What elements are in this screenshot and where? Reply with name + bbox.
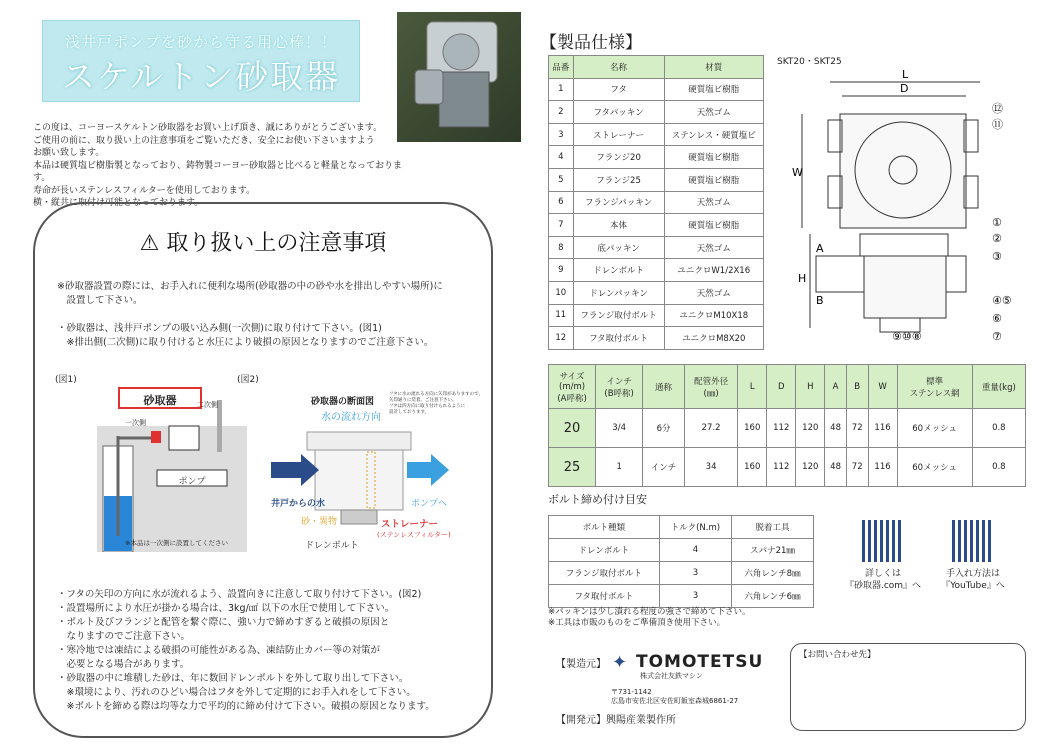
table-cell: 6分	[643, 409, 685, 448]
table-cell: 72	[846, 448, 868, 487]
table-cell: 27.2	[684, 409, 737, 448]
table-header: L	[738, 365, 767, 409]
fig1-pump-label: ポンプ	[178, 477, 206, 487]
table-cell: 1	[596, 448, 643, 487]
table-cell: 12	[549, 327, 574, 350]
table-cell: 5	[549, 168, 574, 191]
table-cell: 3/4	[596, 409, 643, 448]
table-cell: 10	[549, 281, 574, 304]
table-cell: フランジ25	[573, 168, 664, 191]
maker-logo: TOMOTETSU	[636, 652, 764, 672]
dim-D: D	[900, 82, 909, 95]
table-cell: スパナ21㎜	[731, 539, 813, 562]
fig2-title: 砂取器の断面図	[311, 397, 375, 407]
table-cell: フタ取付ボルト	[573, 327, 664, 350]
maker-label: 【製造元】	[556, 659, 606, 670]
table-cell: 1	[549, 78, 574, 101]
qr-youtube[interactable]	[926, 520, 1020, 592]
table-cell: 底パッキン	[573, 236, 664, 259]
fig2-drain-label: ドレンボルト	[305, 541, 359, 551]
table-cell: 2	[549, 101, 574, 124]
maker-address: 〒731-1142 広島市安佐北区安佐町飯室森城6861-27	[611, 688, 739, 705]
model-label: SKT20・SKT25	[777, 57, 842, 67]
table-row	[549, 168, 764, 191]
table-cell: 116	[868, 409, 897, 448]
bolt-title: ボルト締め付け目安	[548, 493, 647, 506]
fig1-diagram	[97, 386, 247, 552]
table-cell: ドレンボルト	[549, 539, 660, 562]
table-header: 名称	[573, 56, 664, 79]
table-row	[549, 327, 764, 350]
fig2-pump-label: ポンプへ	[411, 499, 447, 509]
table-header: H	[796, 365, 825, 409]
table-cell: 60メッシュ	[897, 448, 972, 487]
table-cell: インチ	[643, 448, 685, 487]
table-cell: 0.8	[972, 409, 1025, 448]
fig1-label: (図1)	[55, 375, 77, 385]
table-cell: 25	[549, 448, 596, 487]
table-cell: 0.8	[972, 448, 1025, 487]
fig2-label: (図2)	[237, 375, 259, 385]
table-header: トルク(N.m)	[659, 516, 731, 539]
table-row	[549, 281, 764, 304]
table-header: W	[868, 365, 897, 409]
table-cell: ストレーナー	[573, 123, 664, 146]
table-row	[549, 101, 764, 124]
table-row	[549, 191, 764, 214]
caution-top-text: ※砂取器設置の際には、お手入れに便利な場所(砂取器の中の砂や水を排出しやすい場所)に 設置して下さい。 ・砂取器は、浅井戸ポンプの吸い込み側(一次側)に取り付けて下さい。(図1) ※排出側(二次側)に取り付けると水圧により破損の原因となりますのでご注意下さい。	[57, 281, 443, 348]
table-cell: フタ取付ボルト	[549, 585, 660, 608]
dim-W: W	[792, 166, 803, 179]
spec-title: 【製品仕様】	[540, 33, 642, 53]
contact-label: 【お問い合わせ先】	[799, 650, 876, 660]
table-cell: 48	[825, 448, 847, 487]
table-cell: 72	[846, 409, 868, 448]
warning-icon: ⚠	[139, 231, 160, 256]
intro-line: 本品は硬質塩ビ樹脂製となっており、鋳物製コーヨー砂取器と比べると軽量となっております。	[33, 160, 403, 183]
table-cell: 116	[868, 448, 897, 487]
callout-6: ⑥	[992, 312, 1002, 325]
table-cell: 60メッシュ	[897, 409, 972, 448]
dimension-drawing	[780, 66, 1030, 346]
table-cell: 112	[767, 448, 796, 487]
table-cell: 硬質塩ビ樹脂	[664, 78, 763, 101]
table-cell: 天然ゴム	[664, 101, 763, 124]
table-row	[549, 585, 814, 608]
table-cell: 硬質塩ビ樹脂	[664, 168, 763, 191]
table-cell: ステンレス・硬質塩ビ	[664, 123, 763, 146]
bolt-table	[548, 515, 814, 608]
dim-B: B	[816, 294, 824, 307]
table-cell: ドレンパッキン	[573, 281, 664, 304]
product-photo	[397, 12, 521, 142]
table-cell: 本体	[573, 214, 664, 237]
qr-code-icon[interactable]	[862, 520, 904, 562]
qr-label: 『YouTube』へ	[941, 581, 1005, 591]
callout-2: ②	[992, 232, 1002, 245]
intro-line: ご使用の前に、取り扱い上の注意事項をご覧いただき、安全にお使い下さいますよう	[33, 135, 375, 146]
fig1-primary: 一次側	[125, 419, 146, 427]
table-cell: 160	[738, 448, 767, 487]
intro-line: 横・縦共に取付け可能となっております。	[33, 198, 204, 208]
table-header: A	[825, 365, 847, 409]
table-row	[549, 214, 764, 237]
table-cell: 硬質塩ビ樹脂	[664, 146, 763, 169]
table-cell: 天然ゴム	[664, 191, 763, 214]
table-cell: ドレンボルト	[573, 259, 664, 282]
fig2-note: フタに水の流れる方向に矢印がありますので、 矢印通りに装着、ご注意下さい。 フタは四方向に取り付けられるように 設計しております。	[389, 392, 484, 415]
table-row	[549, 146, 764, 169]
table-header: ボルト種類	[549, 516, 660, 539]
table-cell: フランジ取付ボルト	[573, 304, 664, 327]
table-cell: 160	[738, 409, 767, 448]
qr-label: 詳しくは	[864, 569, 901, 579]
fig2-diagram	[271, 390, 491, 554]
table-row	[549, 259, 764, 282]
table-cell: 6	[549, 191, 574, 214]
table-cell: 六角レンチ8㎜	[731, 562, 813, 585]
fig1-secondary: 二次側	[197, 401, 218, 409]
banner-subtitle: 浅井戸ポンプを砂から守る用心棒！！	[64, 33, 337, 51]
fig1-box-label: 砂取器	[143, 394, 177, 407]
table-cell: 20	[549, 409, 596, 448]
dim-L: L	[902, 68, 909, 81]
table-cell: 4	[549, 146, 574, 169]
table-cell: 8	[549, 236, 574, 259]
table-row	[549, 304, 764, 327]
table-header: 通称	[643, 365, 685, 409]
table-cell: 天然ゴム	[664, 236, 763, 259]
title-banner	[42, 20, 360, 102]
notes: ※パッキンは少し潰れる程度の強さで締めて下さい。 ※工具は市販のものをご準備頂き使用下さい。	[548, 607, 751, 628]
qr-label: 『砂取器.com』へ	[844, 581, 922, 591]
table-cell: 3	[659, 562, 731, 585]
fig2-sand-label: 砂・異物	[301, 517, 338, 527]
dim-A: A	[816, 242, 824, 255]
callout-3: ③	[992, 250, 1002, 263]
table-cell: 120	[796, 448, 825, 487]
table-cell: 11	[549, 304, 574, 327]
caution-title: ⚠ 取り扱い上の注意事項	[139, 231, 387, 256]
intro-line: この度は、コーヨースケルトン砂取器をお買い上げ頂き、誠にありがとうございます。	[33, 123, 383, 133]
table-row	[549, 562, 814, 585]
developer: 【開発元】興陽産業製作所	[556, 715, 676, 726]
intro-line: お願い致します。	[33, 148, 105, 158]
table-cell: 3	[659, 585, 731, 608]
table-header: 品番	[549, 56, 574, 79]
table-cell: フランジパッキン	[573, 191, 664, 214]
table-cell: 硬質塩ビ樹脂	[664, 214, 763, 237]
table-cell: 34	[684, 448, 737, 487]
intro-line: 寿命が長いステンレスフィルターを使用しております。	[33, 185, 256, 196]
table-cell: ユニクロM10X18	[664, 304, 763, 327]
table-header: サイズ (m/m) (A呼称)	[549, 365, 596, 409]
caution-box	[33, 202, 493, 738]
table-cell: フランジ20	[573, 146, 664, 169]
qr-website[interactable]	[838, 520, 928, 592]
table-cell: 120	[796, 409, 825, 448]
table-cell: 天然ゴム	[664, 281, 763, 304]
table-cell: 4	[659, 539, 731, 562]
table-cell: 112	[767, 409, 796, 448]
table-header: D	[767, 365, 796, 409]
qr-code-icon[interactable]	[952, 520, 994, 562]
star-logo-icon: ✦	[612, 652, 628, 673]
table-row	[549, 78, 764, 101]
table-header: 重量(kg)	[972, 365, 1025, 409]
intro-text	[33, 122, 413, 210]
callout-4-5: ④⑤	[992, 294, 1012, 307]
table-header: 材質	[664, 56, 763, 79]
parts-table	[548, 55, 764, 350]
callout-7: ⑦	[992, 330, 1002, 343]
table-cell: ユニクロM8X20	[664, 327, 763, 350]
table-cell: 9	[549, 259, 574, 282]
fig2-strainer-sub: (ステンレスフィルター)	[377, 531, 451, 539]
fig2-strainer-label: ストレーナー	[381, 519, 439, 530]
callout-9-10-8: ⑨⑩⑧	[892, 330, 922, 343]
maker-subname: 株式会社友鉄マシン	[640, 672, 703, 680]
size-table	[548, 364, 1026, 487]
table-row	[549, 539, 814, 562]
banner-title: スケルトン砂取器	[61, 57, 341, 96]
table-row	[549, 123, 764, 146]
table-header: インチ (B呼称)	[596, 365, 643, 409]
table-cell: 7	[549, 214, 574, 237]
table-cell: フタパッキン	[573, 101, 664, 124]
qr-label: 手入れ方法は	[945, 569, 1000, 579]
table-row	[549, 409, 1026, 448]
fig1-note: ※本品は一次側に設置してください	[125, 539, 228, 547]
table-row	[549, 448, 1026, 487]
dim-H: H	[798, 272, 807, 285]
table-cell: ユニクロW1/2X16	[664, 259, 763, 282]
caution-bottom-text: ・フタの矢印の方向に水が流れるよう、設置向きに注意して取り付けて下さい。(図2) ・設置場所により水圧が掛かる場合は、3kg/㎠ 以下の水圧で使用して下さい。 ・ボルト及びフランジと配管を繋ぐ際に、強い力で締めすぎると破損の原因と なりますのでご注意下さい。 ・寒冷地では凍結による破損の可能性がある為、凍結防止カバー等の対策が 必要となる場合があります。 ・砂取器の中に堆積した砂は、年に数回ドレンボルトを外して取り出して下さい。 ※環境により、汚れのひどい場合はフタを外して定期的にお手入れをして下さい。 ※ボルトを締める際は均等な力で平均的に締め付けて下さい。破損の原因となります。	[57, 589, 435, 712]
callout-11: ⑪	[992, 118, 1003, 131]
table-cell: 3	[549, 123, 574, 146]
fig2-well-label: 井戸からの水	[271, 499, 326, 509]
callout-1: ①	[992, 216, 1002, 229]
callout-12: ⑫	[992, 102, 1003, 115]
table-row	[549, 236, 764, 259]
table-header: 標準 ステンレス網	[897, 365, 972, 409]
table-cell: フタ	[573, 78, 664, 101]
table-header: 配管外径 (㎜)	[684, 365, 737, 409]
fig2-flow-label: 水の流れ方向	[321, 412, 381, 423]
table-header: B	[846, 365, 868, 409]
contact-box	[790, 643, 1026, 731]
table-cell: 六角レンチ6㎜	[731, 585, 813, 608]
table-cell: 48	[825, 409, 847, 448]
table-cell: フランジ取付ボルト	[549, 562, 660, 585]
table-header: 脱着工具	[731, 516, 813, 539]
